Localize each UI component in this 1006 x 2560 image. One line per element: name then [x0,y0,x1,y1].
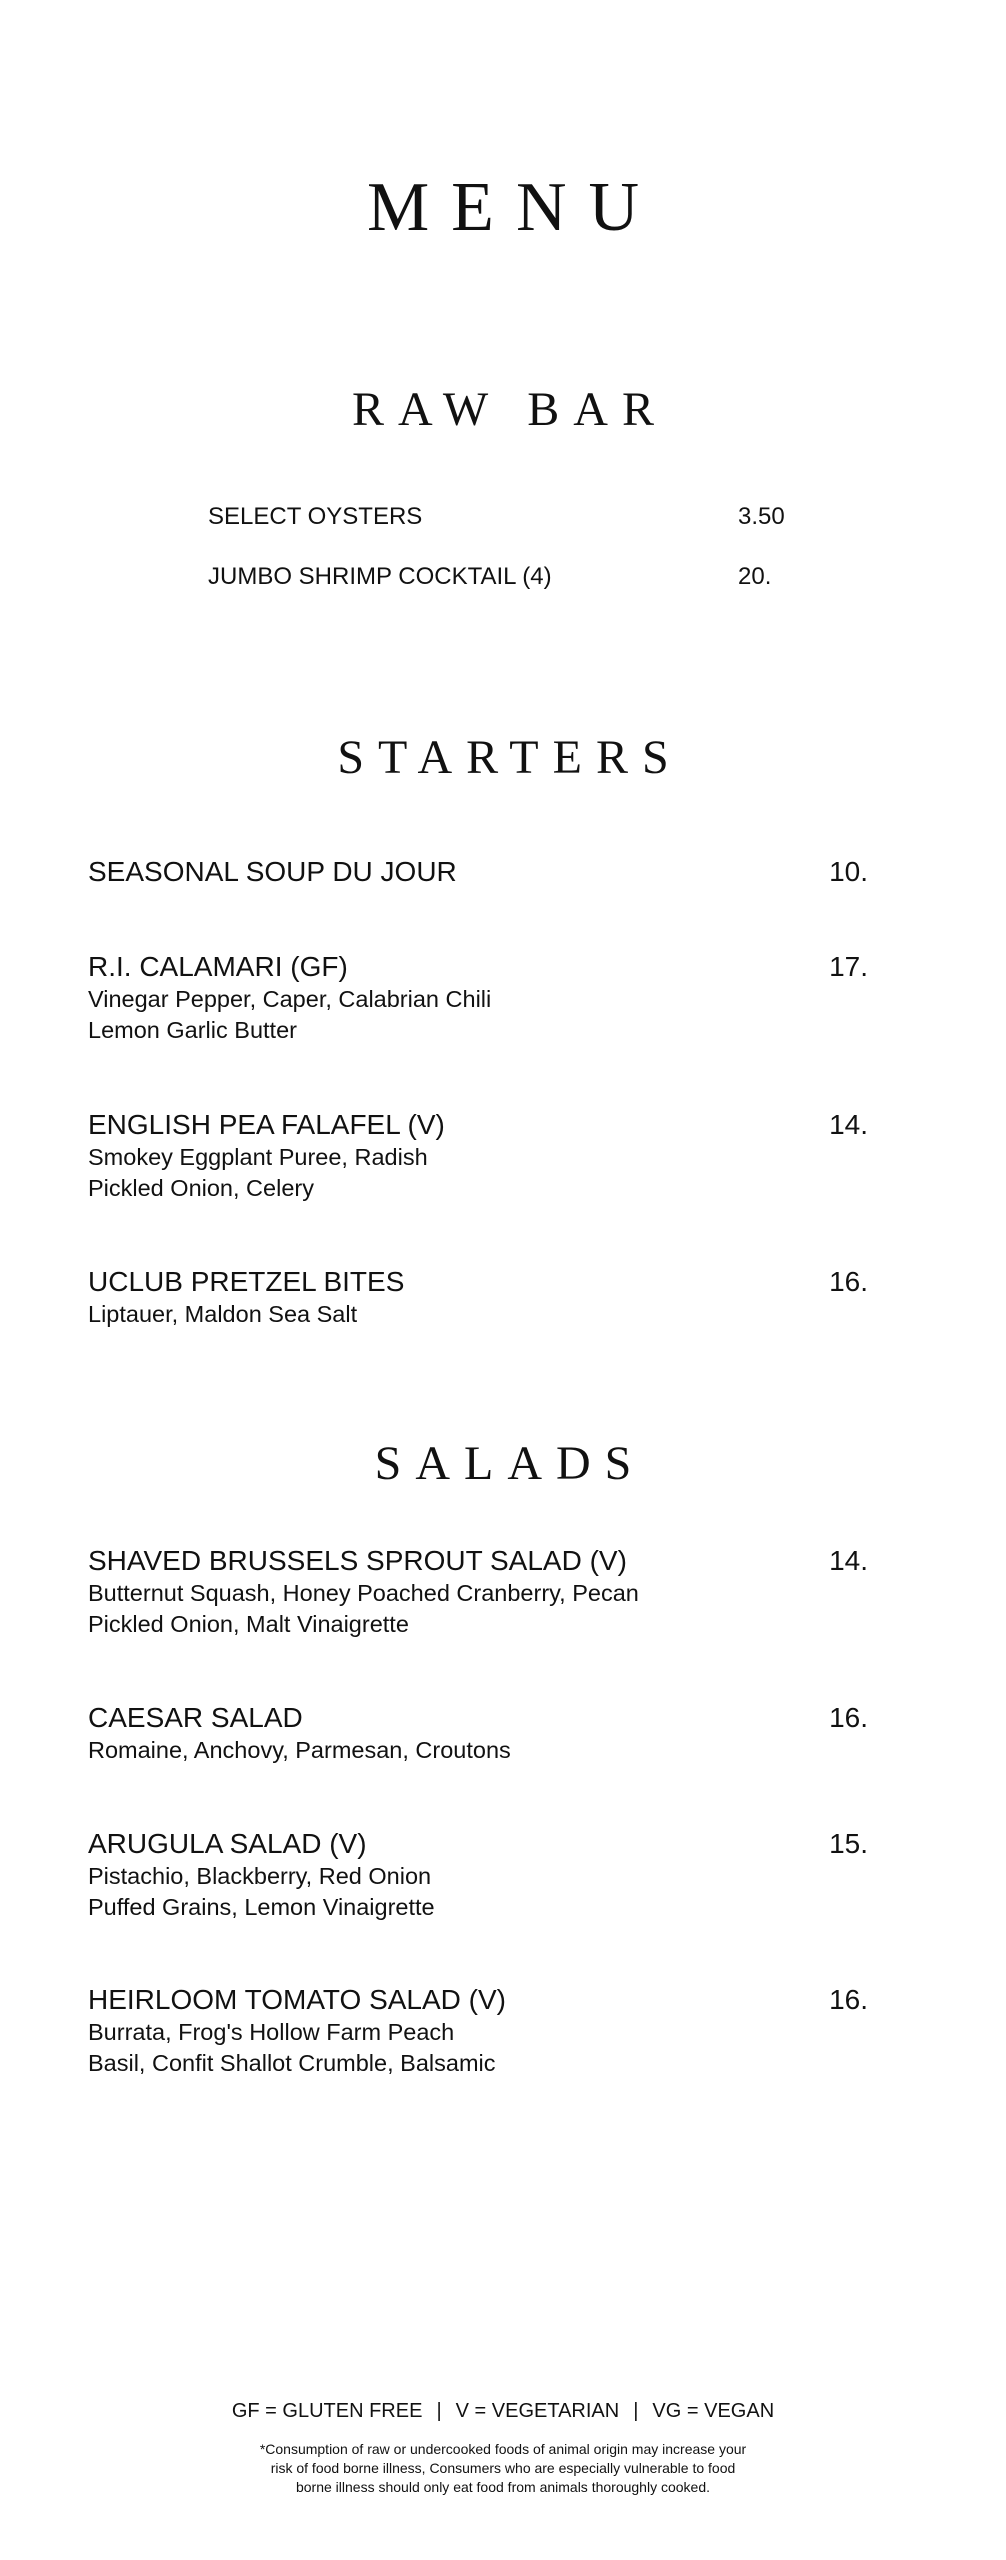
item-price: 17. [829,951,868,982]
item-description: Pickled Onion, Celery [88,1175,314,1201]
legend-vegan: VG = VEGAN [652,2400,775,2422]
item-price: 20. [738,563,772,590]
item-name: UCLUB PRETZEL BITES [88,1266,405,1297]
disclaimer-line: risk of food borne illness, Consumers who are especially vulnerable to food [270,2460,736,2476]
menu-item [88,855,868,889]
disclaimer-line: *Consumption of raw or undercooked foods of animal origin may increase your [259,2441,747,2457]
item-description: Smokey Eggplant Puree, Radish [88,1144,428,1170]
item-description: Lemon Garlic Butter [88,1017,297,1043]
item-description: Basil, Confit Shallot Crumble, Balsamic [88,2050,496,2076]
menu-item [88,1701,868,1766]
item-price: 16. [829,1702,868,1733]
item-description: Burrata, Frog's Hollow Farm Peach [88,2019,455,2045]
item-price: 3.50 [738,503,785,530]
item-price: 14. [829,1545,868,1576]
item-description: Puffed Grains, Lemon Vinaigrette [88,1894,435,1920]
legend-separator: | [633,2400,639,2422]
raw-bar-item [208,562,800,592]
section-title-salads: SALADS [374,1437,646,1490]
item-name: ENGLISH PEA FALAFEL (V) [88,1109,445,1140]
dietary-legend [0,2398,1006,2424]
legend-separator: | [436,2400,442,2422]
raw-bar-item [208,502,800,532]
menu-item [88,1108,868,1204]
item-price: 16. [829,1984,868,2015]
item-name: SEASONAL SOUP DU JOUR [88,856,457,887]
item-description: Liptauer, Maldon Sea Salt [88,1301,358,1327]
food-safety-disclaimer [200,2440,806,2497]
item-name: HEIRLOOM TOMATO SALAD (V) [88,1984,507,2015]
item-description: Vinegar Pepper, Caper, Calabrian Chili [88,986,492,1012]
legend-vegetarian: V = VEGETARIAN [455,2400,620,2422]
item-price: 16. [829,1266,868,1297]
disclaimer-line: borne illness should only eat food from animals thoroughly cooked. [295,2479,711,2495]
item-name: R.I. CALAMARI (GF) [88,951,348,982]
section-title-starters: STARTERS [337,731,683,784]
item-description: Butternut Squash, Honey Poached Cranberry, Pecan [88,1580,639,1606]
menu-item [88,1265,868,1330]
item-name: CAESAR SALAD [88,1702,303,1733]
item-name: SHAVED BRUSSELS SPROUT SALAD (V) [88,1545,627,1576]
section-title-raw-bar: RAW BAR [352,383,668,436]
legend-gluten-free: GF = GLUTEN FREE [231,2400,423,2422]
item-description: Pistachio, Blackberry, Red Onion [88,1863,432,1889]
item-description: Pickled Onion, Malt Vinaigrette [88,1611,409,1637]
page-title: MENU [366,169,662,246]
item-price: 10. [829,856,868,887]
item-name: ARUGULA SALAD (V) [88,1828,367,1859]
menu-item [88,950,868,1046]
menu-item [88,1827,868,1923]
item-price: 15. [829,1828,868,1859]
item-name: JUMBO SHRIMP COCKTAIL (4) [208,563,552,590]
menu-item [88,1544,868,1640]
item-name: SELECT OYSTERS [208,503,423,530]
item-description: Romaine, Anchovy, Parmesan, Croutons [88,1737,511,1763]
item-price: 14. [829,1109,868,1140]
menu-item [88,1983,868,2079]
